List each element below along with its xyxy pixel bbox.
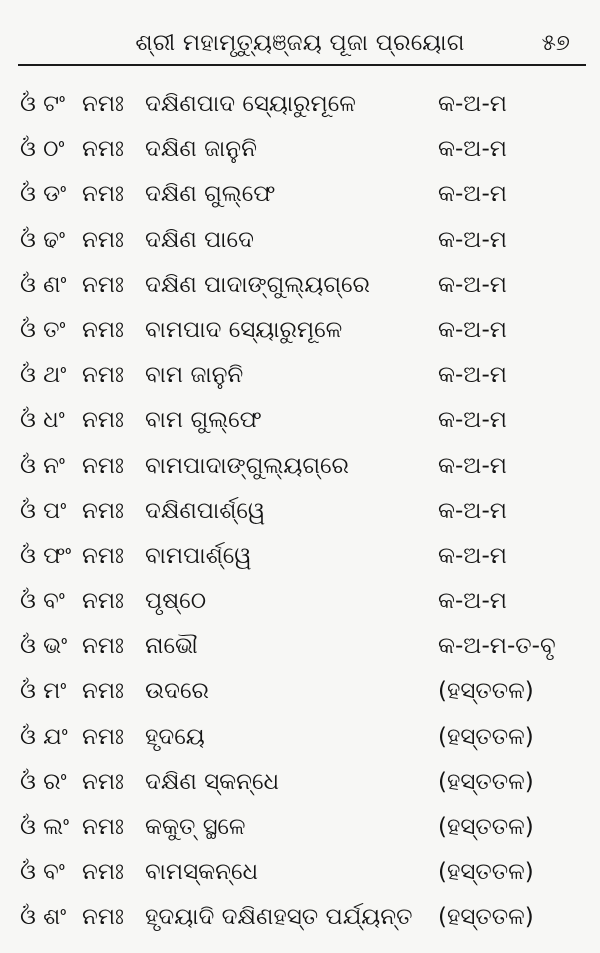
- namah-word: ନମଃ: [82, 452, 124, 479]
- bija-syllable: ଓଁ ଠଂ: [20, 136, 65, 163]
- bija-syllable: ଓଁ ବଂ: [20, 859, 65, 886]
- bija-syllable: ଓଁ ଥଂ: [20, 362, 67, 389]
- mantra-row: [0, 760, 600, 805]
- namah-word: ନମଃ: [82, 362, 124, 389]
- namah-word: ନମଃ: [82, 497, 124, 524]
- bija-syllable: ଓଁ ଢଂ: [20, 226, 65, 253]
- nyasa-text: କକୁତ୍ ସ୍ଥଳେ: [145, 814, 246, 840]
- mantra-row: [0, 308, 600, 353]
- nyasa-text: ବାମପାର୍ଶ୍ୱେ: [145, 542, 252, 569]
- page-header: [20, 20, 580, 68]
- mantra-row: [0, 263, 600, 308]
- mantra-row: [0, 444, 600, 489]
- finger-note: କ-ଅ-ମ: [438, 271, 507, 298]
- finger-note: କ-ଅ-ମ: [438, 588, 507, 615]
- mantra-row: [0, 127, 600, 172]
- mantra-row: [0, 805, 600, 850]
- bija-syllable: ଓଁ ଧଂ: [20, 407, 65, 434]
- mantra-row: [0, 353, 600, 398]
- page-number: ୫୭: [541, 30, 570, 56]
- mantra-row: [0, 669, 600, 714]
- namah-word: ନମଃ: [82, 226, 124, 253]
- finger-note: (ହସ୍ତତଳ): [438, 904, 534, 931]
- mantra-row: [0, 850, 600, 895]
- nyasa-text: ଦକ୍ଷିଣ ପାଦାଙ୍ଗୁଲ୍ୟଗ୍ରେ: [145, 271, 370, 298]
- nyasa-text: ଉଦରେ: [145, 678, 209, 705]
- nyasa-text: ପୃଷ୍ଠେ: [145, 588, 207, 615]
- nyasa-text: ଦକ୍ଷିଣ ଜାନୁନି: [145, 136, 257, 163]
- finger-note: କ-ଅ-ମ-ତ-ବୃ: [438, 633, 556, 660]
- nyasa-text: ବାମ ଗୁଲ୍‌ଫେ: [145, 407, 262, 434]
- finger-note: (ହସ୍ତତଳ): [438, 859, 534, 886]
- namah-word: ନମଃ: [82, 723, 124, 750]
- bija-syllable: ଓଁ ଯଂ: [20, 723, 68, 750]
- namah-word: ନମଃ: [82, 407, 124, 434]
- bija-syllable: ଓଁ ରଂ: [20, 768, 67, 795]
- finger-note: (ହସ୍ତତଳ): [438, 768, 534, 795]
- finger-note: କ-ଅ-ମ: [438, 226, 507, 253]
- nyasa-text: ଦକ୍ଷିଣପାଦ ସ୍ୟୋରୁମୂଳେ: [145, 91, 356, 117]
- mantra-row: [0, 715, 600, 760]
- finger-note: କ-ଅ-ମ: [438, 407, 507, 434]
- namah-word: ନମଃ: [82, 316, 124, 343]
- nyasa-text: ଦକ୍ଷିଣ ଗୁଲ୍‌ଫେ: [145, 181, 276, 208]
- namah-word: ନମଃ: [82, 859, 124, 886]
- finger-note: କ-ଅ-ମ: [438, 362, 507, 389]
- finger-note: କ-ଅ-ମ: [438, 452, 507, 479]
- finger-note: କ-ଅ-ମ: [438, 181, 507, 208]
- nyasa-text: ନାଭୌ: [145, 633, 198, 660]
- bija-syllable: ଓଁ ମଂ: [20, 678, 67, 705]
- bija-syllable: ଓଁ ତଂ: [20, 316, 66, 343]
- finger-note: (ହସ୍ତତଳ): [438, 678, 534, 705]
- finger-note: କ-ଅ-ମ: [438, 316, 507, 343]
- mantra-row: [0, 895, 600, 940]
- bija-syllable: ଓଁ ଫଂ: [20, 542, 72, 569]
- mantra-row: [0, 398, 600, 443]
- namah-word: ନମଃ: [82, 633, 124, 660]
- nyasa-text: ବାମପାଦ ସ୍ୟୋରୁମୂଳେ: [145, 316, 343, 343]
- nyasa-text: ବାମ ଜାନୁନି: [145, 362, 244, 389]
- namah-word: ନମଃ: [82, 678, 124, 705]
- namah-word: ନମଃ: [82, 542, 124, 569]
- bija-syllable: ଓଁ ଭଂ: [20, 633, 68, 660]
- namah-word: ନମଃ: [82, 814, 124, 840]
- mantra-row: [0, 534, 600, 579]
- mantra-row: [0, 579, 600, 624]
- nyasa-text: ଦକ୍ଷିଣପାର୍ଶ୍ୱେ: [145, 497, 266, 524]
- finger-note: କ-ଅ-ମ: [438, 136, 507, 163]
- header-rule: [18, 64, 586, 66]
- bija-syllable: ଓଁ ନଂ: [20, 452, 65, 479]
- finger-note: କ-ଅ-ମ: [438, 91, 507, 117]
- namah-word: ନମଃ: [82, 904, 124, 931]
- nyasa-text: ହୃଦୟେ: [145, 723, 205, 750]
- bija-syllable: ଓଁ ବଂ: [20, 588, 65, 615]
- finger-note: କ-ଅ-ମ: [438, 542, 507, 569]
- bija-syllable: ଓଁ ଶଂ: [20, 904, 67, 931]
- finger-note: କ-ଅ-ମ: [438, 497, 507, 524]
- page-title: ଶ୍ରୀ ମହାମୃତ୍ୟୁଞ୍ଜୟ ପୂଜା ପ୍ରୟୋଗ: [135, 30, 465, 56]
- mantra-row: [0, 218, 600, 263]
- mantra-row: [0, 624, 600, 669]
- bija-syllable: ଓଁ ଲଂ: [20, 814, 70, 840]
- finger-note: (ହସ୍ତତଳ): [438, 814, 534, 840]
- bija-syllable: ଓଁ ପଂ: [20, 497, 67, 524]
- nyasa-text: ବାମପାଦାଙ୍ଗୁଲ୍ୟଗ୍ରେ: [145, 452, 349, 479]
- bija-syllable: ଓଁ ଡଂ: [20, 181, 67, 208]
- bija-syllable: ଓଁ ଣଂ: [20, 271, 67, 298]
- mantra-list: [0, 82, 600, 942]
- mantra-row: [0, 82, 600, 127]
- namah-word: ନମଃ: [82, 588, 124, 615]
- bija-syllable: ଓଁ ଟଂ: [20, 91, 66, 117]
- namah-word: ନମଃ: [82, 271, 124, 298]
- nyasa-text: ଦକ୍ଷିଣ ପାଦେ: [145, 226, 254, 253]
- finger-note: (ହସ୍ତତଳ): [438, 723, 534, 750]
- namah-word: ନମଃ: [82, 768, 124, 795]
- namah-word: ନମଃ: [82, 136, 124, 163]
- mantra-row: [0, 172, 600, 217]
- nyasa-text: ବାମସ୍କନ୍ଧେ: [145, 859, 259, 886]
- nyasa-text: ହୃଦୟାଦି ଦକ୍ଷିଣହସ୍ତ ପର୍ଯ୍ୟନ୍ତ: [145, 904, 413, 931]
- namah-word: ନମଃ: [82, 181, 124, 208]
- mantra-row: [0, 489, 600, 534]
- nyasa-text: ଦକ୍ଷିଣ ସ୍କନ୍ଧେ: [145, 768, 280, 795]
- namah-word: ନମଃ: [82, 91, 124, 117]
